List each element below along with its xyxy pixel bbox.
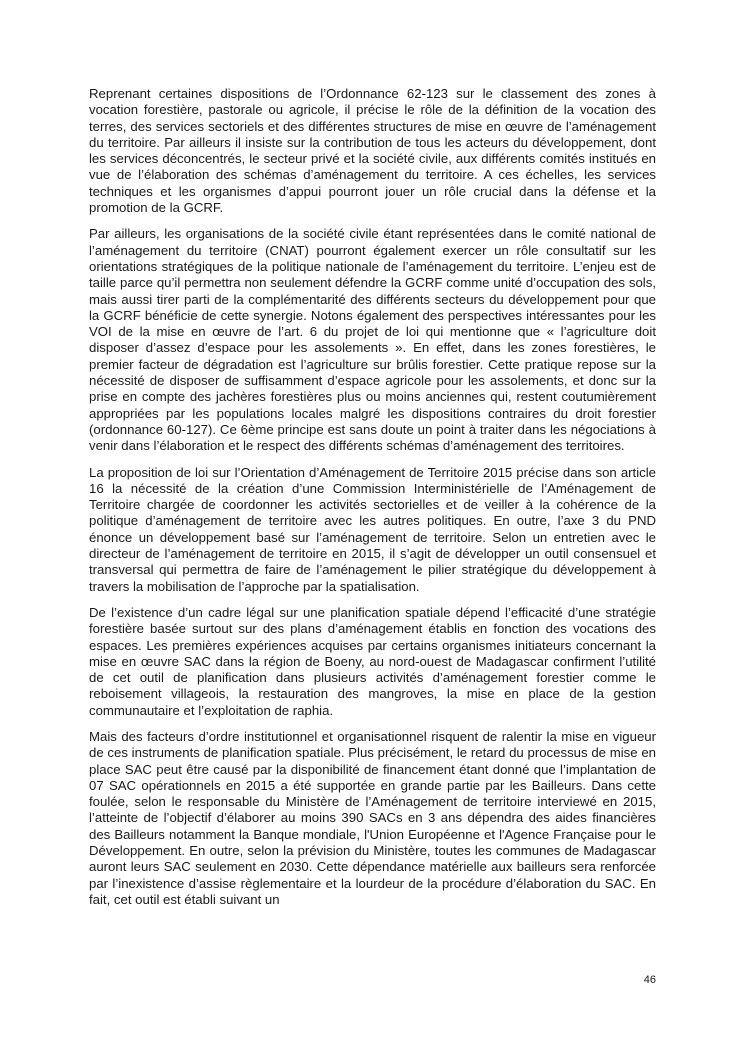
paragraph-2: Par ailleurs, les organisations de la société civile étant représentées dans le comité national de l’aménagement du territoire (CNAT) pourront également exercer un rôle consultatif sur les orientations stratégiques de la politique nationale de l’aménagement du territoire. L’enjeu est de taille parce qu’il permettra non seulement défendre la GCRF comme unité d’occupation des sols, mais aussi tirer parti de la complémentarité des différents secteurs du développement pour que la GCRF bénéficie de cette synergie. Notons également des perspectives intéressantes pour les VOI de la mise en œuvre de l’art. 6 du projet de loi qui mentionne que « l’agriculture doit disposer d’assez d’espace pour les assolements ». En effet, dans les zones forestières, le premier facteur de dégradation est l’agriculture sur brûlis forestier. Cette pratique repose sur la nécessité de disposer de suffisamment d’espace agricole pour les assolements, et donc sur la prise en compte des jachères forestières plus ou moins anciennes qui, restent coutumièrement appropriées par les populations locales malgré les dispositions contraires du droit forestier (ordonnance 60-127). Ce 6ème principe est sans doute un point à traiter dans les négociations à venir dans l’élaboration et le respect des différents schémas d’aménagement des territoires.	[89, 226, 656, 454]
body-text	[89, 86, 656, 918]
paragraph-4: De l’existence d’un cadre légal sur une planification spatiale dépend l’efficacité d’une stratégie forestière basée surtout sur des plans d’aménagement établis en fonction des vocations des espaces. Les premières expériences acquises par certains organismes initiateurs concernant la mise en œuvre SAC dans la région de Boeny, au nord-ouest de Madagascar confirment l’utilité de cet outil de planification dans plusieurs activités d’aménagement forestier comme le reboisement villageois, la restauration des mangroves, la mise en place de la gestion communautaire et l’exploitation de raphia.	[89, 604, 656, 718]
page-number: 46	[643, 974, 656, 986]
paragraph-1: Reprenant certaines dispositions de l’Ordonnance 62-123 sur le classement des zones à vocation forestière, pastorale ou agricole, il précise le rôle de la définition de la vocation des terres, des services sectoriels et des différentes structures de mise en œuvre de l’aménagement du territoire. Par ailleurs il insiste sur la contribution de tous les acteurs du développement, dont les services déconcentrés, le secteur privé et la société civile, aux différents comités institués en vue de l’élaboration des schémas d’aménagement du territoire. A ces échelles, les services techniques et les organismes d’appui pourront jouer un rôle crucial dans la défense et la promotion de la GCRF.	[89, 86, 656, 216]
paragraph-3: La proposition de loi sur l’Orientation d’Aménagement de Territoire 2015 précise dans son article 16 la nécessité de la création d’une Commission Interministérielle de l’Aménagement de Territoire chargée de coordonner les activités sectorielles et de veiller à la cohérence de la politique d’aménagement de territoire avec les autres politiques. En outre, l’axe 3 du PND énonce un développement basé sur l’aménagement de territoire. Selon un entretien avec le directeur de l’aménagement de territoire en 2015, il s’agit de développer un outil consensuel et transversal qui permettra de faire de l’aménagement le pilier stratégique du développement à travers la mobilisation de l’approche par la spatialisation.	[89, 464, 656, 594]
paragraph-5: Mais des facteurs d’ordre institutionnel et organisationnel risquent de ralentir la mise en vigueur de ces instruments de planification spatiale. Plus précisément, le retard du processus de mise en place SAC peut être causé par la disponibilité de financement étant donné que l’implantation de 07 SAC opérationnels en 2015 a été supportée en grande partie par les Bailleurs. Dans cette foulée, selon le responsable du Ministère de l’Aménagement de territoire interviewé en 2015, l’atteinte de l’objectif d’élaborer au moins 390 SACs en 3 ans dépendra des aides financières des Bailleurs notamment la Banque mondiale, l'Union Européenne et l'Agence Française pour le Développement. En outre, selon la prévision du Ministère, toutes les communes de Madagascar auront leurs SAC seulement en 2030. Cette dépendance matérielle aux bailleurs sera renforcée par l’inexistence d’assise règlementaire et la lourdeur de la procédure d’élaboration du SAC. En fait, cet outil est établi suivant un	[89, 728, 656, 907]
